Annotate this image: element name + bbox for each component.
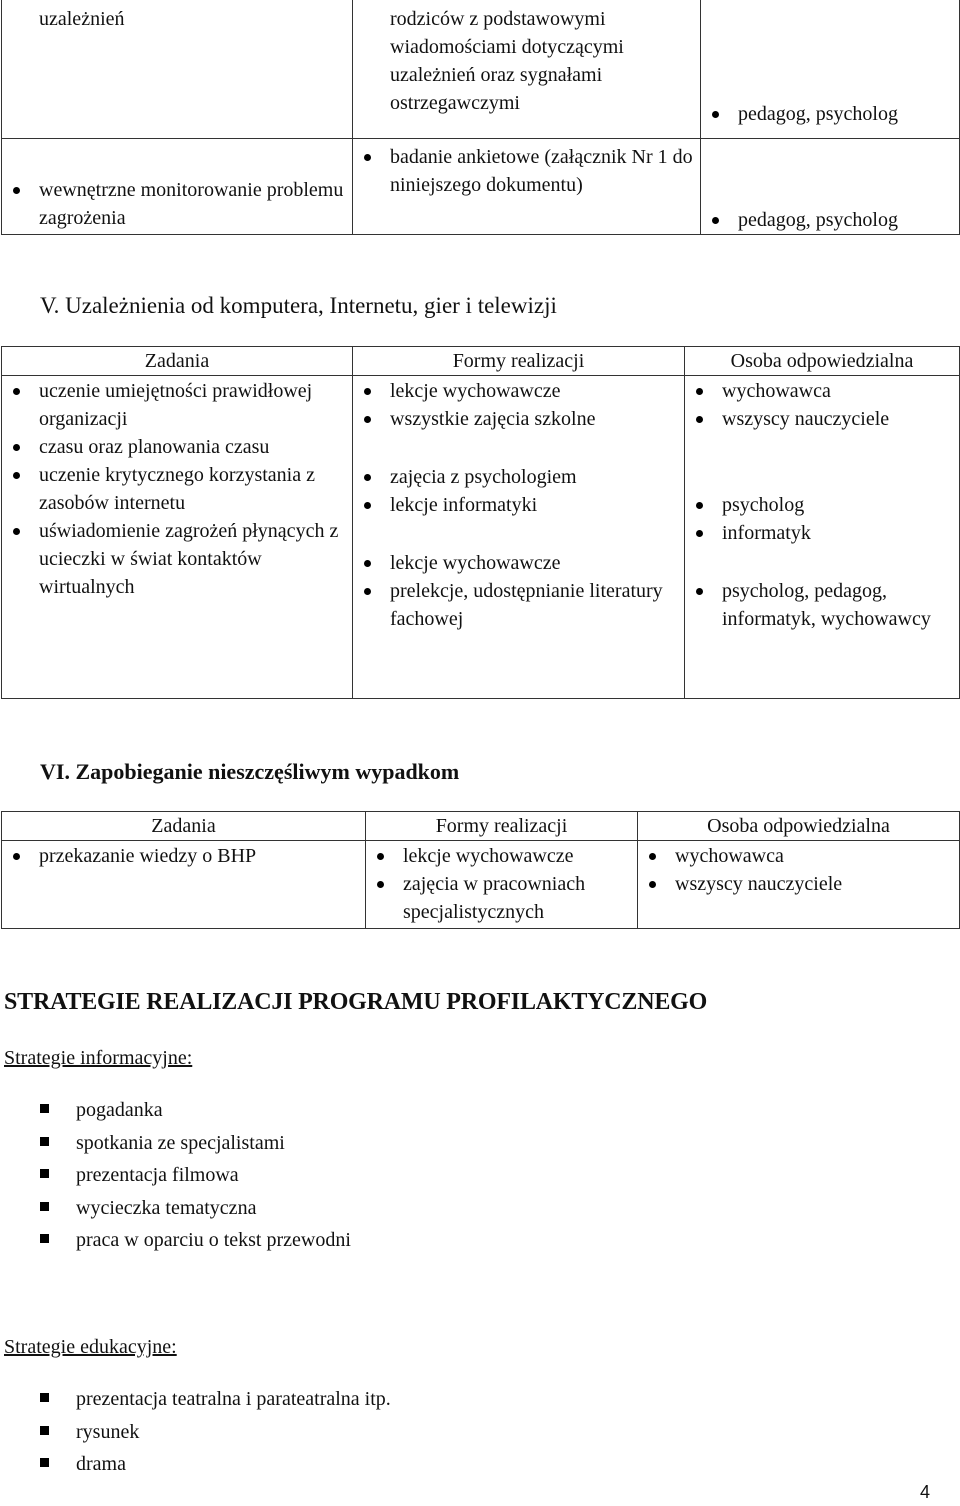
person-item: psycholog, pedagog, informatyk, wychowawcy [685, 577, 959, 633]
task-item: uświadomienie zagrożeń płynących z ucieczki w świat kontaktów wirtualnych [2, 517, 352, 601]
table-section-vi [1, 811, 960, 929]
form-item: lekcje informatyki [353, 491, 684, 519]
task-text: uzależnień [39, 8, 125, 30]
table-row [2, 0, 960, 139]
header-zadania: Zadania [2, 347, 353, 376]
person-item: informatyk [685, 519, 959, 547]
table-header-row [2, 347, 960, 376]
list-item: prezentacja teatralna i parateatralna itp. [0, 1383, 391, 1416]
table-row [2, 841, 960, 929]
table-row [2, 139, 960, 235]
list-item: praca w oparciu o tekst przewodni [0, 1224, 351, 1257]
person-text: pedagog, psycholog [701, 100, 959, 128]
list-item: drama [0, 1448, 391, 1481]
form-item: lekcje wychowawcze [353, 377, 684, 405]
task-item: czasu oraz planowania czasu [2, 433, 352, 461]
list-item: spotkania ze specjalistami [0, 1127, 351, 1160]
educational-strategies-list [0, 1383, 391, 1481]
educational-strategies-label: Strategie edukacyjne: [4, 1336, 177, 1358]
section-v-title: V. Uzależnienia od komputera, Internetu, gier i telewizji [40, 293, 557, 318]
table-section-v [1, 346, 960, 699]
task-item: uczenie krytycznego korzystania z zasobów internetu [2, 461, 352, 517]
header-formy: Formy realizacji [353, 347, 685, 376]
table-row [2, 376, 960, 699]
task-text: wewnętrzne monitorowanie problemu zagrożenia [2, 176, 352, 232]
form-item: zajęcia w pracowniach specjalistycznych [366, 870, 637, 926]
form-item: lekcje wychowawcze [366, 842, 637, 870]
person-item: wychowawca [638, 842, 959, 870]
section-vi-title: VI. Zapobieganie nieszczęśliwym wypadkom [40, 759, 460, 784]
form-text: rodziców z podstawowymi wiadomościami dotyczącymi uzależnień oraz sygnałami ostrzegawczymi [390, 8, 624, 114]
strategies-title: STRATEGIE REALIZACJI PROGRAMU PROFILAKTYCZNEGO [4, 989, 708, 1015]
table-header-row [2, 812, 960, 841]
list-item: prezentacja filmowa [0, 1159, 351, 1192]
person-item: wychowawca [685, 377, 959, 405]
person-item: wszyscy nauczyciele [638, 870, 959, 898]
task-item: przekazanie wiedzy o BHP [2, 842, 365, 870]
informational-strategies-list [0, 1094, 351, 1257]
header-formy: Formy realizacji [366, 812, 638, 841]
list-item: wycieczka tematyczna [0, 1192, 351, 1225]
header-osoba: Osoba odpowiedzialna [638, 812, 960, 841]
page-number: 4 [919, 1482, 930, 1502]
header-osoba: Osoba odpowiedzialna [685, 347, 960, 376]
informational-strategies-label: Strategie informacyjne: [4, 1047, 193, 1069]
form-text: badanie ankietowe (załącznik Nr 1 do niniejszego dokumentu) [353, 143, 700, 199]
header-zadania: Zadania [2, 812, 366, 841]
person-text: pedagog, psycholog [701, 206, 959, 234]
person-item: psycholog [685, 491, 959, 519]
list-item: rysunek [0, 1416, 391, 1449]
form-item: zajęcia z psychologiem [353, 463, 684, 491]
table-continuation [1, 0, 960, 235]
task-item: uczenie umiejętności prawidłowej organizacji [2, 377, 352, 433]
form-item: wszystkie zajęcia szkolne [353, 405, 684, 433]
form-item: lekcje wychowawcze [353, 549, 684, 577]
form-item: prelekcje, udostępnianie literatury fachowej [353, 577, 684, 633]
list-item: pogadanka [0, 1094, 351, 1127]
person-item: wszyscy nauczyciele [685, 405, 959, 433]
